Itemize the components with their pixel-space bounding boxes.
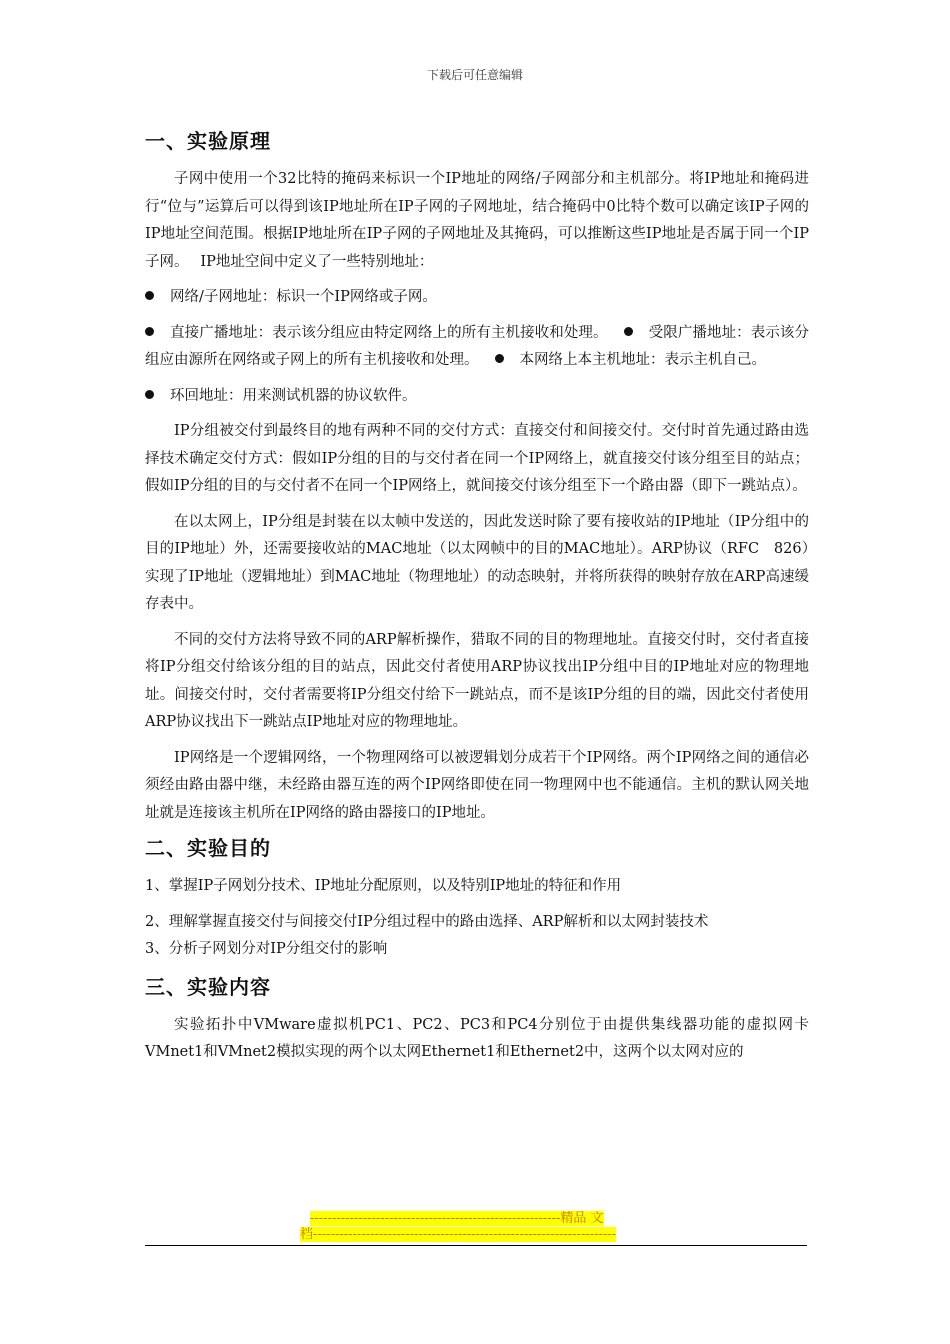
list-item-loopback-address — [145, 383, 809, 411]
footer-line-1: ---------------------------------------------------------精品 文 — [310, 1211, 604, 1226]
list-item-broadcast-addresses — [145, 320, 809, 375]
list-item-text: 网络/子网地址：标识一个IP网络或子网。 — [170, 289, 437, 305]
list-item-text: 直接广播地址：表示该分组应由特定网络上的所有主机接收和处理。 — [170, 324, 608, 341]
paragraph-arp-resolution: 不同的交付方法将导致不同的ARP解析操作，猎取不同的目的物理地址。直接交付时，交付者直接将IP分组交付给该分组的目的站点，因此交付者使用ARP协议找出IP分组中目的IP地址对应的物理地址。间接交付时，交付者需要将IP分组交付给下一跳站点，而不是该IP分组的目的端，因此交付者使用ARP协议找出下一跳站点IP地址对应的物理地址。 — [145, 631, 809, 730]
objective-item-1: 1、掌握IP子网划分技术、IP地址分配原则，以及特别IP地址的特征和作用 — [145, 878, 622, 894]
section-heading-objectives: 二、实验目的 — [145, 836, 271, 860]
section-heading-content: 三、实验内容 — [145, 974, 271, 999]
section-heading-principle: 一、实验原理 — [145, 129, 271, 153]
paragraph-topology: 实验拓扑中VMware虚拟机PC1、PC2、PC3和PC4分别位于由提供集线器功能的虚拟网卡VMnet1和VMnet2模拟实现的两个以太网Ethernet1和Ethernet2中，这两个以太网对应的 — [145, 1016, 809, 1060]
list-item-text: 本网络上本主机地址：表示主机自己。 — [519, 352, 766, 368]
footer-divider — [145, 1245, 807, 1246]
paragraph-ethernet-arp: 在以太网上，IP分组是封装在以太帧中发送的，因此发送时除了要有接收站的IP地址（IP分组中的目的IP地址）外，还需要接收站的MAC地址（以太网帧中的目的MAC地址）。ARP协议（RFC 826）实现了IP地址（逻辑地址）到MAC地址（物理地址）的动态映射，并将所获得的映射存放在ARP高速缓存表中。 — [145, 513, 809, 612]
footer-watermark — [300, 1211, 660, 1243]
bullet-icon — [624, 327, 633, 336]
list-item-text: 受限广播地址：表示该分组应由源所在网络或子网上的所有主机接收和处理。 — [145, 324, 810, 368]
bullet-icon — [145, 327, 154, 336]
page-header-note: 下载后可任意编辑 — [426, 68, 523, 82]
objective-item-3: 3、分析子网划分对IP分组交付的影响 — [145, 941, 388, 957]
footer-line-2: 档--------------------------------------------------------------------- — [300, 1227, 617, 1242]
bullet-icon — [145, 291, 154, 300]
paragraph-ip-network: IP网络是一个逻辑网络，一个物理网络可以被逻辑划分成若干个IP网络。两个IP网络之间的通信必须经由路由器中继，未经路由器互连的两个IP网络即使在同一物理网中也不能通信。主机的默认网关地址就是连接该主机所在IP网络的路由器接口的IP地址。 — [145, 749, 809, 821]
list-item-network-address — [145, 284, 809, 312]
list-item-text: 环回地址：用来测试机器的协议软件。 — [170, 387, 417, 404]
bullet-icon — [495, 354, 504, 363]
bullet-icon — [145, 390, 154, 399]
paragraph-subnet-mask: 子网中使用一个32比特的掩码来标识一个IP地址的网络/子网部分和主机部分。将IP地址和掩码进行“位与”运算后可以得到该IP地址所在IP子网的子网地址，结合掩码中0比特个数可以确定该IP子网的IP地址空间范围。根据IP地址所在IP子网的子网地址及其掩码，可以推断这些IP地址是否属于同一个IP子网。 IP地址空间中定义了一些特别地址： — [145, 171, 809, 270]
document-body — [145, 124, 809, 1067]
paragraph-delivery-modes: IP分组被交付到最终目的地有两种不同的交付方式：直接交付和间接交付。交付时首先通过路由选择技术确定交付方式：假如IP分组的目的与交付者在同一个IP网络上，就直接交付该分组至目的站点；假如IP分组的目的与交付者不在同一个IP网络上，就间接交付该分组至下一个路由器（即下一跳站点）。 — [145, 423, 809, 494]
objective-item-2: 2、理解掌握直接交付与间接交付IP分组过程中的路由选择、ARP解析和以太网封装技术 — [145, 913, 709, 930]
